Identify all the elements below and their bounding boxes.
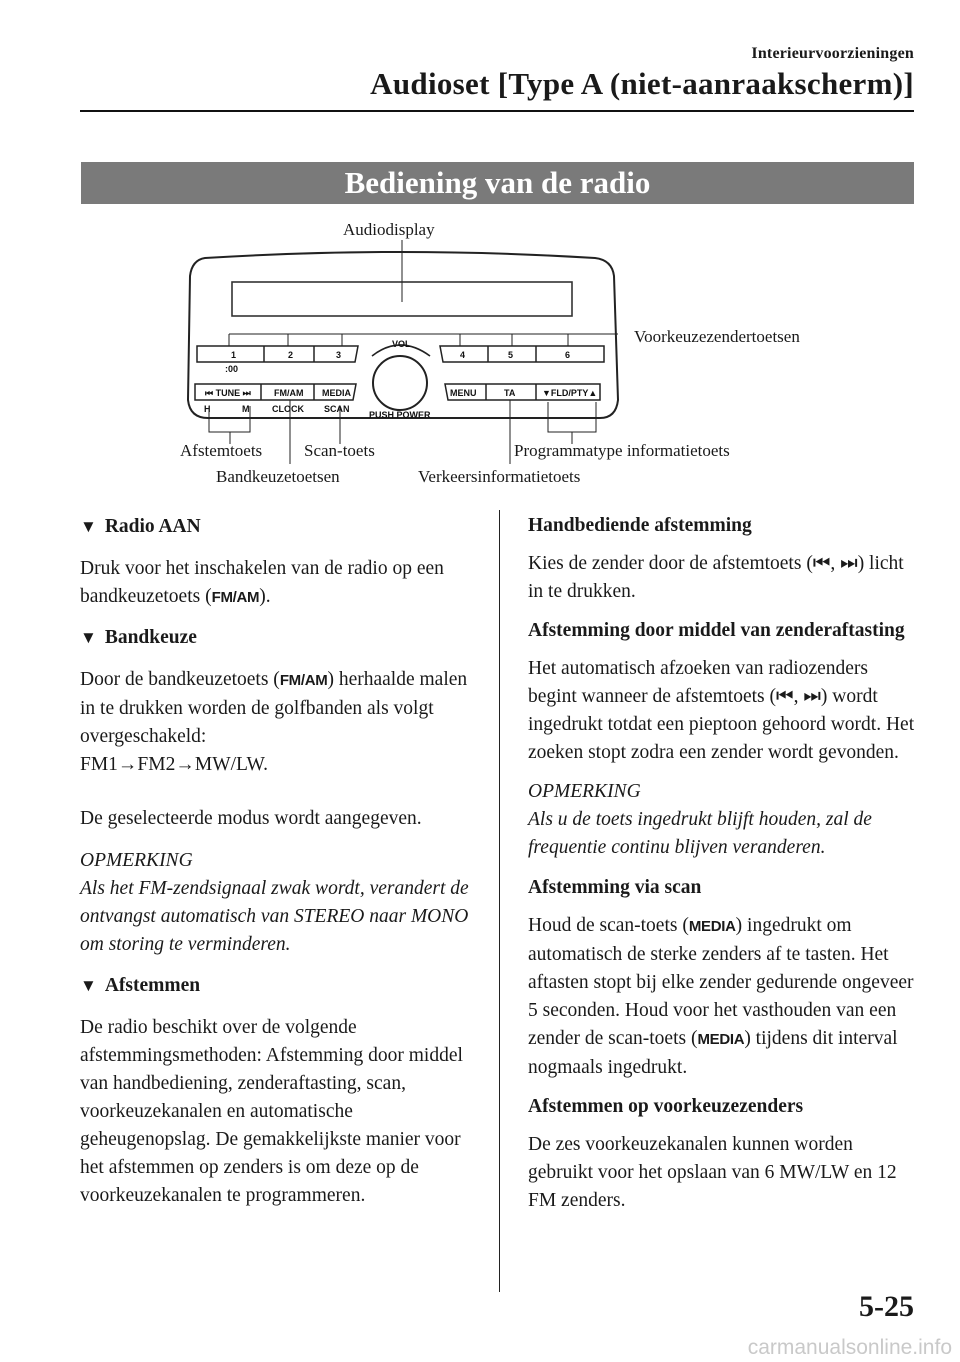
fm-am-button[interactable]: FM/AM — [274, 388, 304, 398]
paragraph-modus: De geselecteerde modus wordt aangegeven. — [80, 808, 422, 829]
seek-forward-icon: ⏭ — [840, 553, 858, 574]
preset-3-button[interactable]: 3 — [336, 350, 342, 360]
column-divider — [499, 510, 500, 1292]
label-voorkeuzezendertoetsen: Voorkeuzezendertoetsen — [634, 327, 800, 346]
preset-4-button[interactable]: 4 — [460, 350, 466, 360]
menu-button[interactable]: MENU — [450, 388, 477, 398]
tune-button[interactable]: ⏮ TUNE ⏭ — [205, 388, 251, 398]
heading-radio-aan: ▼ Radio AAN — [80, 516, 201, 537]
seek-back-icon: ⏮ — [776, 686, 794, 707]
chapter-label: Interieurvoorzieningen — [751, 45, 914, 62]
paragraph-voorkeuzezenders: De zes voorkeuzekanalen kunnen worden gebruikt voor het opslaan van 6 MW/LW en 12 FM zenders. — [528, 1134, 897, 1211]
label-programmatype: Programmatype informatietoets — [514, 441, 730, 460]
push-power-label: PUSH POWER — [369, 410, 431, 420]
paragraph-zenderaftasting: Het automatisch afzoeken van radiozenders begint wanneer de afstemtoets (⏮, ⏭) wordt ingedrukt totdat een pieptoon gehoord wordt. Het zoeken stopt zodra een zender wordt gevonden. — [528, 658, 915, 763]
volume-knob — [373, 356, 427, 410]
triangle-icon: ▼ — [80, 517, 97, 536]
note-text-right: Als u de toets ingedrukt blijft houden, zal de frequentie continu blijven veranderen. — [528, 809, 872, 858]
leader-lines — [209, 240, 618, 464]
header-rule — [80, 110, 914, 112]
heading-zenderaftasting: Afstemming door middel van zenderaftasting — [528, 620, 905, 641]
preset-6-button[interactable]: 6 — [565, 350, 571, 360]
triangle-icon: ▼ — [80, 976, 97, 995]
heading-afstemmen: ▼ Afstemmen — [80, 975, 201, 996]
heading-bandkeuze: ▼ Bandkeuze — [80, 627, 197, 648]
watermark: carmanualsonline.info — [747, 1336, 952, 1359]
page-number: 5-25 — [859, 1290, 914, 1323]
h-label: H — [204, 404, 211, 414]
right-column — [528, 512, 918, 1226]
note-label-left: OPMERKING — [80, 850, 193, 871]
note-text-left: Als het FM-zendsignaal zwak wordt, verandert de ontvangst automatisch van STEREO naar MONO om storing te verminderen. — [80, 878, 469, 955]
seek-back-icon: ⏮ — [812, 553, 831, 574]
clock-label: CLOCK — [272, 404, 304, 414]
left-column — [80, 512, 475, 1221]
radio-diagram — [0, 210, 960, 500]
ta-button[interactable]: TA — [504, 388, 516, 398]
fm-am-key-icon: FM/AM — [211, 589, 260, 606]
vol-label: VOL — [392, 339, 411, 349]
seek-forward-icon: ⏭ — [803, 686, 821, 707]
label-afstemtoets: Afstemtoets — [180, 441, 263, 460]
preset-bar-left — [197, 346, 358, 362]
paragraph-bandkeuze: Door de bandkeuzetoets (FM/AM) herhaalde malen in te drukken worden de golfbanden als volgt overgeschakeld: — [80, 669, 468, 747]
label-audiodisplay: Audiodisplay — [343, 220, 435, 239]
radio-panel-illustration — [0, 210, 960, 500]
preset-5-button[interactable]: 5 — [508, 350, 514, 360]
preset-1-button[interactable]: 1 — [231, 350, 237, 360]
triangle-icon: ▼ — [80, 628, 97, 647]
media-key-icon: MEDIA — [688, 918, 736, 935]
fld-pty-button[interactable]: ▼FLD/PTY▲ — [542, 388, 598, 398]
band-sequence: FM1→FM2→MW/LW. — [80, 754, 268, 775]
media-button[interactable]: MEDIA — [322, 388, 351, 398]
fm-am-key-icon: FM/AM — [279, 672, 328, 689]
heading-handbediende: Handbediende afstemming — [528, 515, 752, 536]
media-key-icon: MEDIA — [697, 1031, 745, 1048]
page-title: Audioset [Type A (niet-aanraakscherm)] — [370, 66, 914, 101]
label-bandkeuzetoetsen: Bandkeuzetoetsen — [216, 467, 340, 486]
paragraph-scan: Houd de scan-toets (MEDIA) ingedrukt om automatisch de sterke zenders af te tasten. Het aftasten stopt bij elke zender gedurende ongeveer 5 seconden. Houd voor het vasthouden van een zender de scan-toets (MEDIA) tijdens dit interval nogmaals ingedrukt. — [528, 915, 914, 1078]
preset-2-button[interactable]: 2 — [288, 350, 294, 360]
section-banner: Bediening van de radio — [81, 162, 914, 204]
clock-00-label: :00 — [225, 364, 239, 374]
scan-label: SCAN — [324, 404, 350, 414]
heading-scan: Afstemming via scan — [528, 877, 702, 898]
label-verkeersinformatietoets: Verkeersinformatietoets — [418, 467, 581, 486]
heading-voorkeuzezenders: Afstemmen op voorkeuzezenders — [528, 1096, 804, 1117]
paragraph-afstemmen: De radio beschikt over de volgende afstemmingsmethoden: Afstemming door middel van handbediening, zenderaftasting, scan, voorkeuzekanalen en automatische geheugenopslag. De gemakkelijkste manier voor het afstemmen op zenders is om deze op de voorkeuzekanalen te programmeren. — [80, 1017, 463, 1206]
m-label: M — [242, 404, 250, 414]
label-scan-toets: Scan-toets — [304, 441, 375, 460]
paragraph-radio-aan: Druk voor het inschakelen van de radio op een bandkeuzetoets (FM/AM). — [80, 558, 444, 607]
paragraph-handbediende: Kies de zender door de afstemtoets (⏮, ⏭) licht in te drukken. — [528, 553, 904, 602]
note-label-right: OPMERKING — [528, 781, 641, 802]
